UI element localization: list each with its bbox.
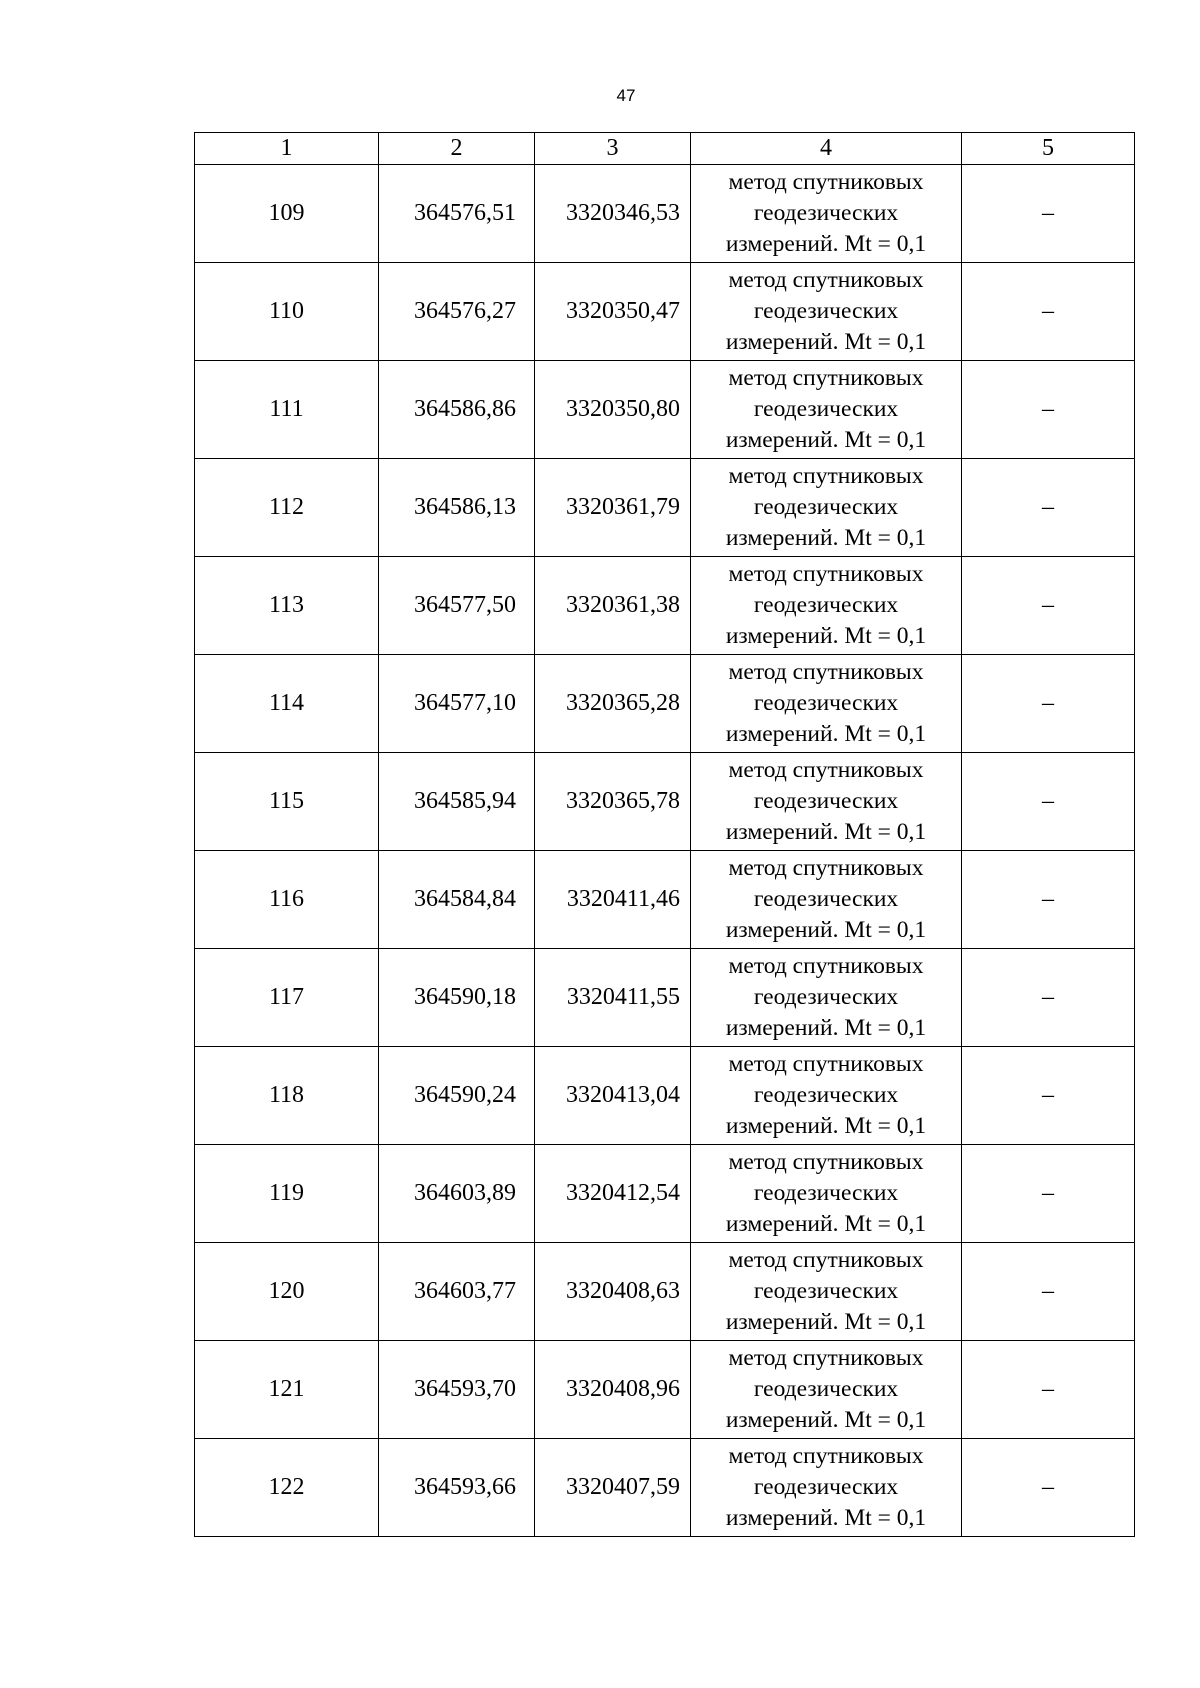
column-5-value: – (962, 557, 1135, 655)
table-row (195, 1243, 1135, 1341)
coordinate-x: 364586,13 (379, 459, 535, 557)
coordinate-x: 364585,94 (379, 753, 535, 851)
coordinate-y: 3320407,59 (535, 1439, 691, 1537)
coordinate-y: 3320346,53 (535, 165, 691, 263)
column-5-value: – (962, 361, 1135, 459)
method-line-3: измерений. Mt = 0,1 (725, 1015, 927, 1041)
method-line-2: геодезических (753, 298, 899, 324)
coordinate-y: 3320365,78 (535, 753, 691, 851)
column-header-3: 3 (535, 133, 691, 165)
table-row (195, 655, 1135, 753)
coordinates-table (194, 132, 1135, 1537)
point-number: 113 (195, 557, 379, 655)
column-5-value: – (962, 263, 1135, 361)
method-line-3: измерений. Mt = 0,1 (725, 329, 927, 355)
point-number: 122 (195, 1439, 379, 1537)
table-row (195, 753, 1135, 851)
method-cell (691, 1145, 962, 1243)
point-number: 119 (195, 1145, 379, 1243)
method-cell (691, 851, 962, 949)
point-number: 109 (195, 165, 379, 263)
method-line-3: измерений. Mt = 0,1 (725, 721, 927, 747)
table-row (195, 459, 1135, 557)
coordinate-x: 364576,51 (379, 165, 535, 263)
method-line-1: метод спутниковых (728, 1247, 924, 1273)
method-line-2: геодезических (753, 592, 899, 618)
header-row (195, 133, 1135, 165)
column-5-value: – (962, 1047, 1135, 1145)
column-5-value: – (962, 655, 1135, 753)
point-number: 121 (195, 1341, 379, 1439)
method-line-2: геодезических (753, 690, 899, 716)
method-line-1: метод спутниковых (728, 953, 924, 979)
column-5-value: – (962, 851, 1135, 949)
method-line-2: геодезических (753, 396, 899, 422)
coordinate-y: 3320350,47 (535, 263, 691, 361)
coordinate-y: 3320350,80 (535, 361, 691, 459)
coordinate-x: 364590,18 (379, 949, 535, 1047)
column-5-value: – (962, 165, 1135, 263)
point-number: 117 (195, 949, 379, 1047)
method-cell (691, 1439, 962, 1537)
table-body (195, 165, 1135, 1537)
table-row (195, 1439, 1135, 1537)
method-line-3: измерений. Mt = 0,1 (725, 1211, 927, 1237)
coordinate-x: 364593,66 (379, 1439, 535, 1537)
method-line-1: метод спутниковых (728, 1051, 924, 1077)
method-cell (691, 753, 962, 851)
point-number: 115 (195, 753, 379, 851)
point-number: 118 (195, 1047, 379, 1145)
method-line-1: метод спутниковых (728, 561, 924, 587)
method-cell (691, 557, 962, 655)
column-5-value: – (962, 949, 1135, 1047)
method-line-1: метод спутниковых (728, 365, 924, 391)
method-line-2: геодезических (753, 984, 899, 1010)
column-5-value: – (962, 753, 1135, 851)
column-header-4: 4 (691, 133, 962, 165)
method-line-1: метод спутниковых (728, 169, 924, 195)
method-line-3: измерений. Mt = 0,1 (725, 917, 927, 943)
method-cell (691, 1341, 962, 1439)
method-line-2: геодезических (753, 1180, 899, 1206)
column-header-1: 1 (195, 133, 379, 165)
point-number: 116 (195, 851, 379, 949)
coordinate-y: 3320408,96 (535, 1341, 691, 1439)
coordinate-x: 364590,24 (379, 1047, 535, 1145)
method-cell (691, 361, 962, 459)
method-cell (691, 459, 962, 557)
method-cell (691, 263, 962, 361)
method-line-3: измерений. Mt = 0,1 (725, 1407, 927, 1433)
coordinate-y: 3320412,54 (535, 1145, 691, 1243)
method-line-2: геодезических (753, 788, 899, 814)
method-line-2: геодезических (753, 494, 899, 520)
method-line-1: метод спутниковых (728, 1345, 924, 1371)
point-number: 120 (195, 1243, 379, 1341)
method-line-2: геодезических (753, 1474, 899, 1500)
method-line-2: геодезических (753, 886, 899, 912)
page-number: 47 (616, 86, 636, 105)
coordinate-y: 3320411,55 (535, 949, 691, 1047)
point-number: 112 (195, 459, 379, 557)
method-line-1: метод спутниковых (728, 267, 924, 293)
method-line-3: измерений. Mt = 0,1 (725, 525, 927, 551)
method-cell (691, 949, 962, 1047)
method-line-3: измерений. Mt = 0,1 (725, 819, 927, 845)
method-line-3: измерений. Mt = 0,1 (725, 623, 927, 649)
method-line-3: измерений. Mt = 0,1 (725, 1113, 927, 1139)
method-line-2: геодезических (753, 1082, 899, 1108)
coordinate-y: 3320408,63 (535, 1243, 691, 1341)
coordinate-x: 364603,77 (379, 1243, 535, 1341)
table-row (195, 1145, 1135, 1243)
coordinate-x: 364586,86 (379, 361, 535, 459)
coordinate-x: 364584,84 (379, 851, 535, 949)
coordinate-x: 364577,10 (379, 655, 535, 753)
point-number: 111 (195, 361, 379, 459)
method-line-2: геодезических (753, 1278, 899, 1304)
column-5-value: – (962, 1439, 1135, 1537)
column-header-5: 5 (962, 133, 1135, 165)
method-line-1: метод спутниковых (728, 1149, 924, 1175)
column-5-value: – (962, 1341, 1135, 1439)
table-row (195, 557, 1135, 655)
method-line-1: метод спутниковых (728, 757, 924, 783)
method-line-1: метод спутниковых (728, 463, 924, 489)
coordinate-y: 3320365,28 (535, 655, 691, 753)
point-number: 110 (195, 263, 379, 361)
table-row (195, 1341, 1135, 1439)
coordinate-y: 3320411,46 (535, 851, 691, 949)
table-row (195, 165, 1135, 263)
method-line-1: метод спутниковых (728, 855, 924, 881)
table-row (195, 263, 1135, 361)
coordinate-y: 3320361,38 (535, 557, 691, 655)
column-5-value: – (962, 459, 1135, 557)
column-header-2: 2 (379, 133, 535, 165)
method-line-1: метод спутниковых (728, 1443, 924, 1469)
method-cell (691, 165, 962, 263)
method-line-3: измерений. Mt = 0,1 (725, 1309, 927, 1335)
coordinate-x: 364576,27 (379, 263, 535, 361)
column-5-value: – (962, 1145, 1135, 1243)
column-5-value: – (962, 1243, 1135, 1341)
coordinate-y: 3320413,04 (535, 1047, 691, 1145)
table-row (195, 1047, 1135, 1145)
point-number: 114 (195, 655, 379, 753)
coordinate-x: 364577,50 (379, 557, 535, 655)
coordinate-y: 3320361,79 (535, 459, 691, 557)
table-row (195, 851, 1135, 949)
method-line-3: измерений. Mt = 0,1 (725, 427, 927, 453)
method-line-2: геодезических (753, 200, 899, 226)
table-row (195, 949, 1135, 1047)
method-line-2: геодезических (753, 1376, 899, 1402)
coordinate-x: 364593,70 (379, 1341, 535, 1439)
method-cell (691, 655, 962, 753)
method-line-3: измерений. Mt = 0,1 (725, 231, 927, 257)
method-line-1: метод спутниковых (728, 659, 924, 685)
table-row (195, 361, 1135, 459)
method-cell (691, 1047, 962, 1145)
coordinate-x: 364603,89 (379, 1145, 535, 1243)
method-cell (691, 1243, 962, 1341)
method-line-3: измерений. Mt = 0,1 (725, 1505, 927, 1531)
